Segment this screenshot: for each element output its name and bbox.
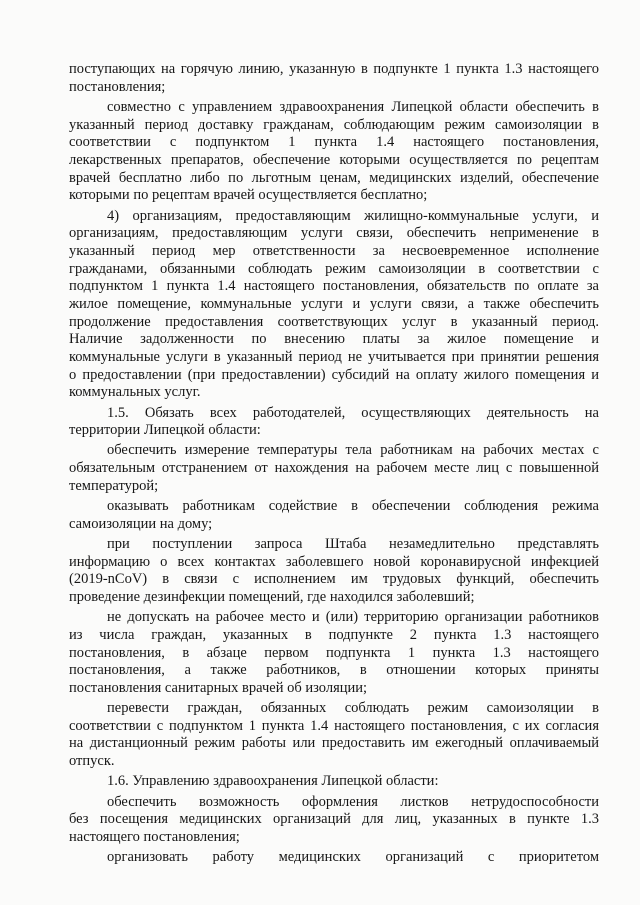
- text-line: 1.6. Управлению здравоохранения Липецкой области:: [107, 773, 439, 790]
- text-line: при поступлении запроса Штаба незамедлительно представлять: [107, 535, 599, 552]
- text-line: постановления санитарных врачей об изоляции;: [69, 679, 368, 696]
- text-line: жилое помещение, коммунальные услуги и услуги связи, а также обеспечить: [69, 295, 599, 312]
- text-line: коммунальные услуги в указанный период не учитывается при принятии решения: [69, 349, 599, 365]
- text-line: лекарственных препаратов, обеспечение которыми осуществляется по рецептам: [69, 151, 599, 168]
- paragraph-remote-work: [69, 700, 599, 771]
- text-line: информацию о всех контактах заболевшего новой коронавирусной инфекцией: [69, 553, 599, 570]
- text-line: температурой;: [69, 477, 159, 494]
- text-line: обязательным отстранением от нахождения на рабочем месте лиц с повышенной: [69, 460, 599, 477]
- text-line: без посещения медицинских организаций для лиц, указанных в пункте 1.3: [69, 811, 599, 828]
- text-line: поступающих на горячую линию, указанную в подпункте 1 пункта 1.3 настоящего: [69, 61, 599, 77]
- text-line: 1.5. Обязать всех работодателей, осуществляющих деятельность на: [107, 404, 599, 421]
- text-line: соответствии с подпунктом 1 пункта 1.4 настоящего постановления,: [69, 134, 599, 151]
- text-line: не допускать на рабочее место и (или) территорию организации работников: [107, 609, 599, 626]
- paragraph-item-4-utilities: [69, 208, 599, 403]
- text-line: настоящего постановления;: [69, 828, 240, 845]
- text-line: постановления, в абзаце первом подпункта 1 пункта 1.3 настоящего: [69, 644, 599, 661]
- paragraph-self-isolation-support: [69, 498, 599, 533]
- text-line: перевести граждан, обязанных соблюдать режим самоизоляции в: [107, 700, 599, 717]
- text-line: продолжение предоставления соответствующих услуг в указанный период.: [69, 313, 599, 330]
- paragraph-section-1-6: [69, 773, 599, 791]
- text-line: указанный период мер ответственности за несвоевременное исполнение: [69, 242, 599, 259]
- text-line: указанный период доставку гражданам, соблюдающим режим самоизоляции в: [69, 116, 599, 133]
- text-line: постановления;: [69, 78, 166, 95]
- text-line: обеспечить измерение температуры тела работникам на рабочих местах с: [107, 442, 599, 459]
- text-line: обеспечить возможность оформления листков нетрудоспособности: [107, 793, 599, 810]
- text-line: 4) организациям, предоставляющим жилищно-коммунальные услуги, и: [107, 207, 599, 224]
- text-line: самоизоляции на дому;: [69, 515, 213, 532]
- text-line: на дистанционный режим работы или предоставить им ежегодный оплачиваемый: [69, 735, 599, 752]
- text-line: соответствии с подпунктом 1 пункта 1.4 настоящего постановления, с их согласия: [69, 717, 599, 734]
- text-line: совместно с управлением здравоохранения Липецкой области обеспечить в: [107, 98, 599, 115]
- paragraph-organize-work: [69, 849, 599, 867]
- text-line: оказывать работникам содействие в обеспечении соблюдения режима: [107, 498, 599, 514]
- document-body: [69, 61, 599, 867]
- paragraph-section-1-5: [69, 405, 599, 440]
- text-line: подпунктом 1 пункта 1.4 настоящего постановления, обязательств по оплате за: [69, 278, 599, 295]
- paragraph-contacts-info: [69, 536, 599, 607]
- paragraph-temperature-check: [69, 442, 599, 495]
- text-line: постановления, а также работников, в отношении которых приняты: [69, 662, 599, 679]
- text-line: Наличие задолженности по внесению платы за жилое помещение и: [69, 331, 599, 348]
- text-line: проведение дезинфекции помещений, где находился заболевший;: [69, 588, 475, 605]
- text-line: врачей бесплатно либо по льготным ценам, медицинских изделий, обеспечение: [69, 169, 599, 186]
- text-line: которыми по рецептам врачей осуществляется бесплатно;: [69, 187, 428, 204]
- text-line: (2019-nCoV) в связи с исполнением им трудовых функций, обеспечить: [69, 571, 599, 588]
- paragraph-medicine-delivery: [69, 99, 599, 205]
- text-line: организациям, предоставляющим услуги связи, обеспечить неприменение в: [69, 225, 599, 242]
- text-line: отпуск.: [69, 753, 115, 770]
- paragraph-sick-leave: [69, 794, 599, 847]
- text-line: о предоставлении (при предоставлении) субсидий на оплату жилого помещения и: [69, 366, 599, 383]
- text-line: гражданами, обязанными соблюдать режим самоизоляции в соответствии с: [69, 260, 599, 277]
- text-line: организовать работу медицинских организаций с приоритетом: [107, 849, 599, 866]
- text-line: из числа граждан, указанных в подпункте 2 пункта 1.3 настоящего: [69, 626, 599, 643]
- text-line: коммунальных услуг.: [69, 384, 201, 401]
- paragraph-continuation: [69, 61, 599, 96]
- paragraph-workplace-access: [69, 609, 599, 697]
- text-line: территории Липецкой области:: [69, 422, 261, 439]
